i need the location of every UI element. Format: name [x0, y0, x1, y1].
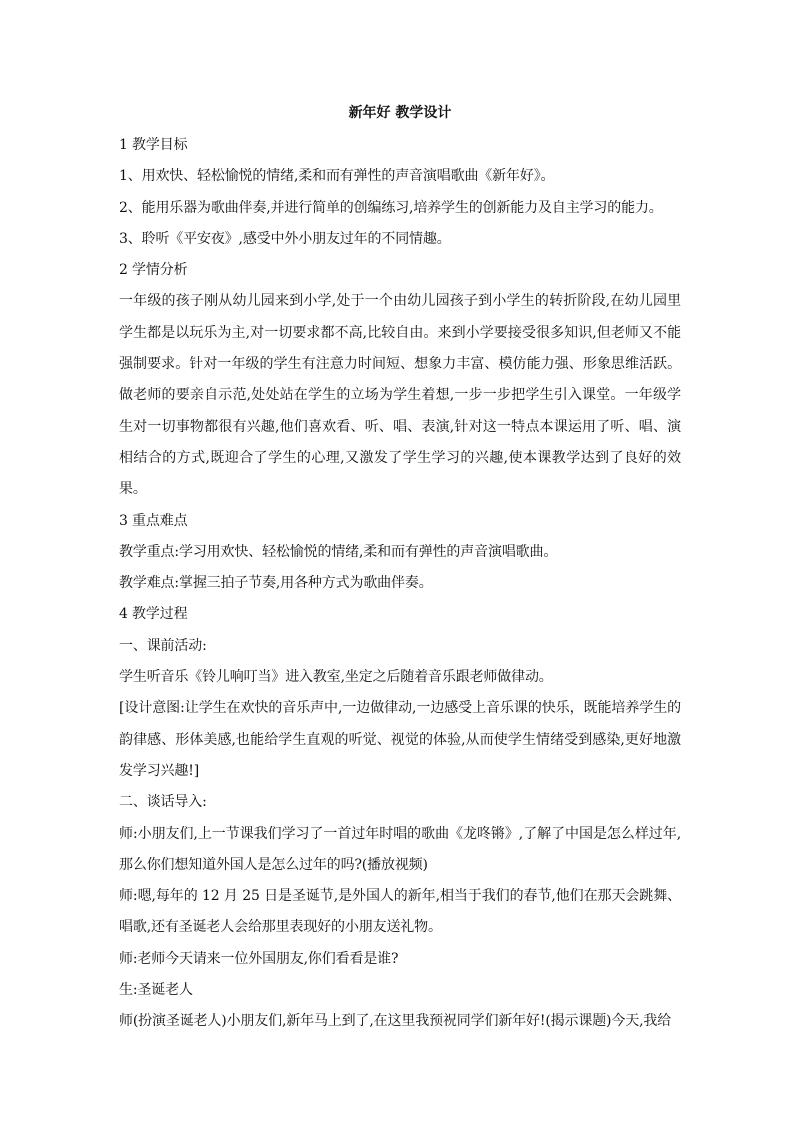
section-heading-analysis: 2 学情分析 — [119, 262, 188, 279]
analysis-paragraph: 一年级的孩子刚从幼儿园来到小学,处于一个由幼儿园孩子到小学生的转折阶段,在幼儿园里学生都是以玩乐为主,对一切要求都不高,比较自由。来到小学要接受很多知识,但老师又不能强制要求。针对一年级的学生有注意力时间短、想象力丰富、模仿能力强、形象思维活跃。做老师的要亲自示范,处处站在学生的立场为学生着想,一步一步把学生引入课堂。一年级学生对一切事物都很有兴趣,他们喜欢看、听、唱、表演,针对这一特点本课运用了听、唱、演相结合的方式,既迎合了学生的心理,又激发了学生学习的兴趣,使本课教学达到了良好的效果。 — [119, 293, 681, 498]
dialog-line-1: 师:小朋友们,上一节课我们学习了一首过年时唱的歌曲《龙咚锵》,了解了中国是怎么样过年,那么你们想知道外国人是怎么过年的吗?(播放视频) — [119, 825, 681, 873]
document-page — [119, 96, 681, 1038]
difficult-point: 教学难点:掌握三拍子节奏,用各种方式为歌曲伴奏。 — [119, 575, 433, 592]
goal-item-1: 1、用欢快、轻松愉悦的情绪,柔和而有弹性的声音演唱歌曲《新年好》。 — [119, 168, 555, 185]
step1-heading: 一、课前活动: — [119, 637, 207, 654]
key-point: 教学重点:学习用欢快、轻松愉悦的情绪,柔和而有弹性的声音演唱歌曲。 — [119, 543, 558, 560]
dialog-line-3: 师:老师今天请来一位外国朋友,你们看看是谁? — [119, 950, 399, 967]
dialog-line-2: 师:嗯,每年的 12 月 25 日是圣诞节,是外国人的新年,相当于我们的春节,他们在那天会跳舞、唱歌,还有圣诞老人会给那里表现好的小朋友送礼物。 — [119, 888, 681, 936]
section-heading-process: 4 教学过程 — [119, 606, 188, 623]
document-title: 新年好 教学设计 — [348, 105, 452, 121]
goal-item-2: 2、能用乐器为歌曲伴奏,并进行简单的创编练习,培养学生的创新能力及自主学习的能力。 — [119, 199, 663, 216]
goal-item-3: 3、聆听《平安夜》,感受中外小朋友过年的不同情趣。 — [119, 230, 451, 247]
dialog-line-5: 师(扮演圣诞老人)小朋友们,新年马上到了,在这里我预祝同学们新年好!(揭示课题)今天,我给 — [119, 1013, 672, 1030]
step1-text: 学生听音乐《铃儿响叮当》进入教室,坐定之后随着音乐跟老师做律动。 — [119, 669, 553, 686]
step1-design-note: [设计意图:让学生在欢快的音乐声中,一边做律动,一边感受上音乐课的快乐，既能培养学生的韵律感、形体美感,也能给学生直观的听觉、视觉的体验,从而使学生情绪受到感染,更好地激发学习兴趣!] — [119, 700, 681, 779]
section-heading-key-points: 3 重点难点 — [119, 512, 188, 529]
step2-heading: 二、谈话导入: — [119, 794, 207, 811]
dialog-line-4: 生:圣诞老人 — [119, 982, 193, 999]
section-heading-goals: 1 教学目标 — [119, 137, 188, 153]
